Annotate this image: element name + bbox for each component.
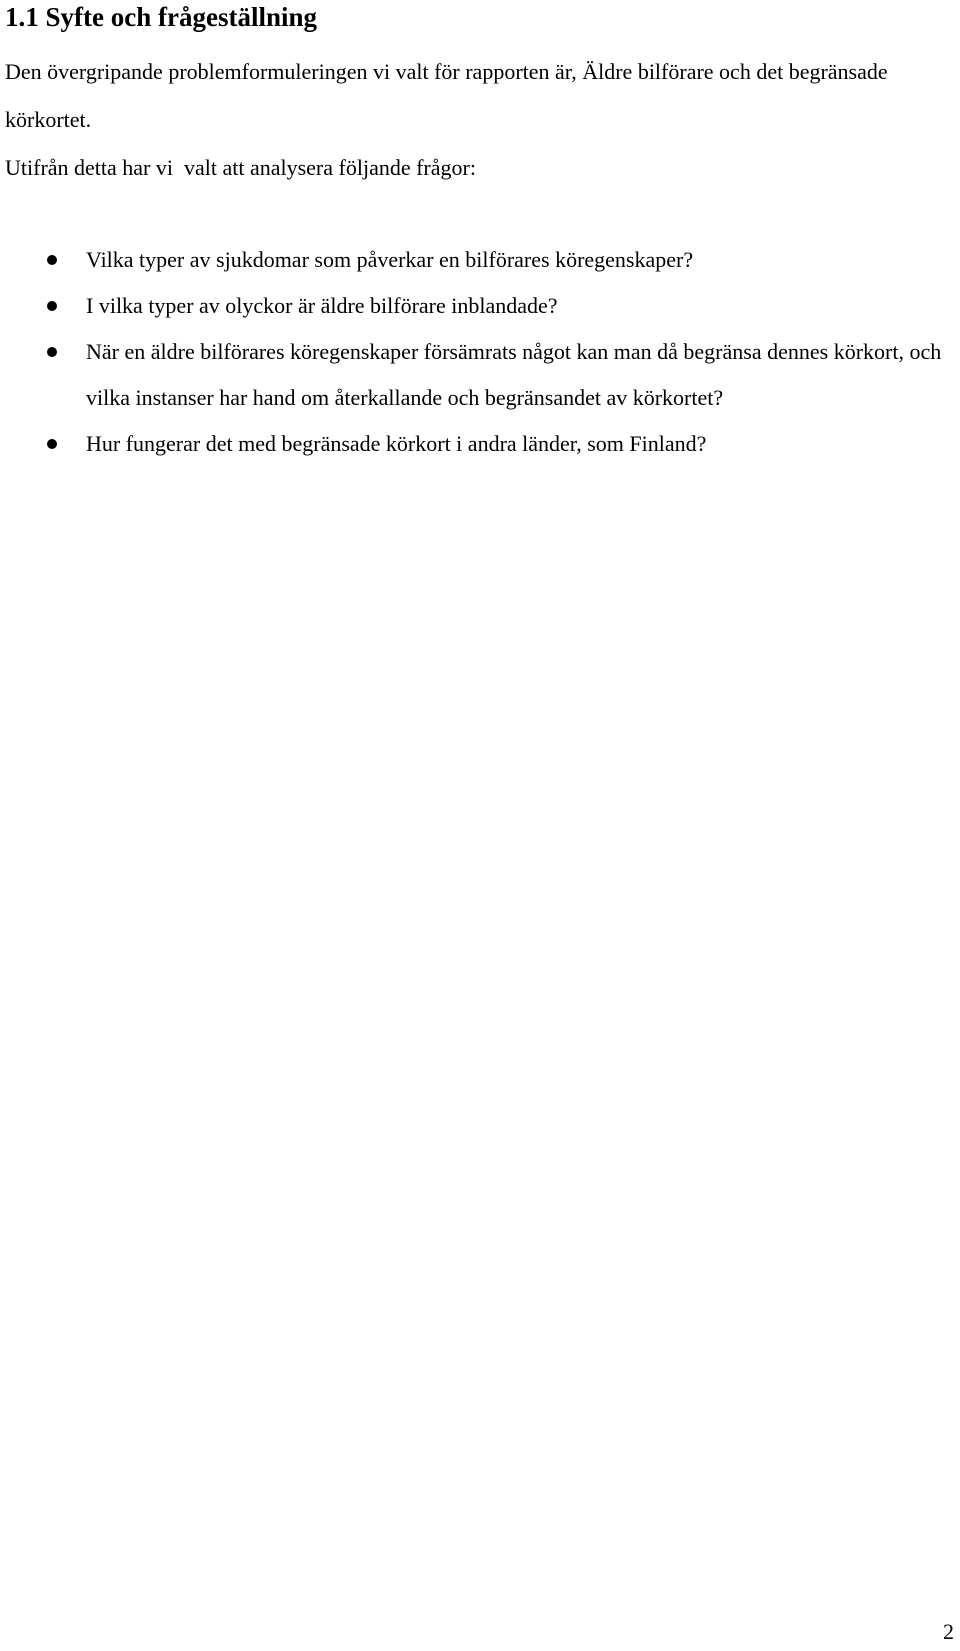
list-item xyxy=(0,283,960,329)
intro-paragraph: Den övergripande problemformuleringen vi valt för rapporten är, Äldre bilförare och det begränsade körkortet. xyxy=(5,59,888,132)
list-item xyxy=(0,421,960,467)
list-item xyxy=(0,237,960,283)
list-item-text: När en äldre bilförares köregenskaper försämrats något kan man då begränsa dennes körkort, och vilka instanser har hand om återkallande och begränsandet av körkortet? xyxy=(86,339,942,410)
bullet-icon xyxy=(47,439,57,449)
list-item-text: Vilka typer av sjukdomar som påverkar en bilförares köregenskaper? xyxy=(86,247,694,272)
bullet-icon xyxy=(47,347,57,357)
section-heading: 1.1 Syfte och frågeställning xyxy=(5,2,317,32)
list-item-text: I vilka typer av olyckor är äldre bilförare inblandade? xyxy=(86,293,558,318)
list-item-text: Hur fungerar det med begränsade körkort i andra länder, som Finland? xyxy=(86,431,707,456)
bullet-icon xyxy=(47,301,57,311)
list-item xyxy=(0,329,960,421)
question-list xyxy=(0,237,960,467)
bullet-icon xyxy=(47,255,57,265)
page-number: 2 xyxy=(943,1619,954,1644)
questions-intro-paragraph: Utifrån detta har vi valt att analysera följande frågor: xyxy=(5,155,476,180)
